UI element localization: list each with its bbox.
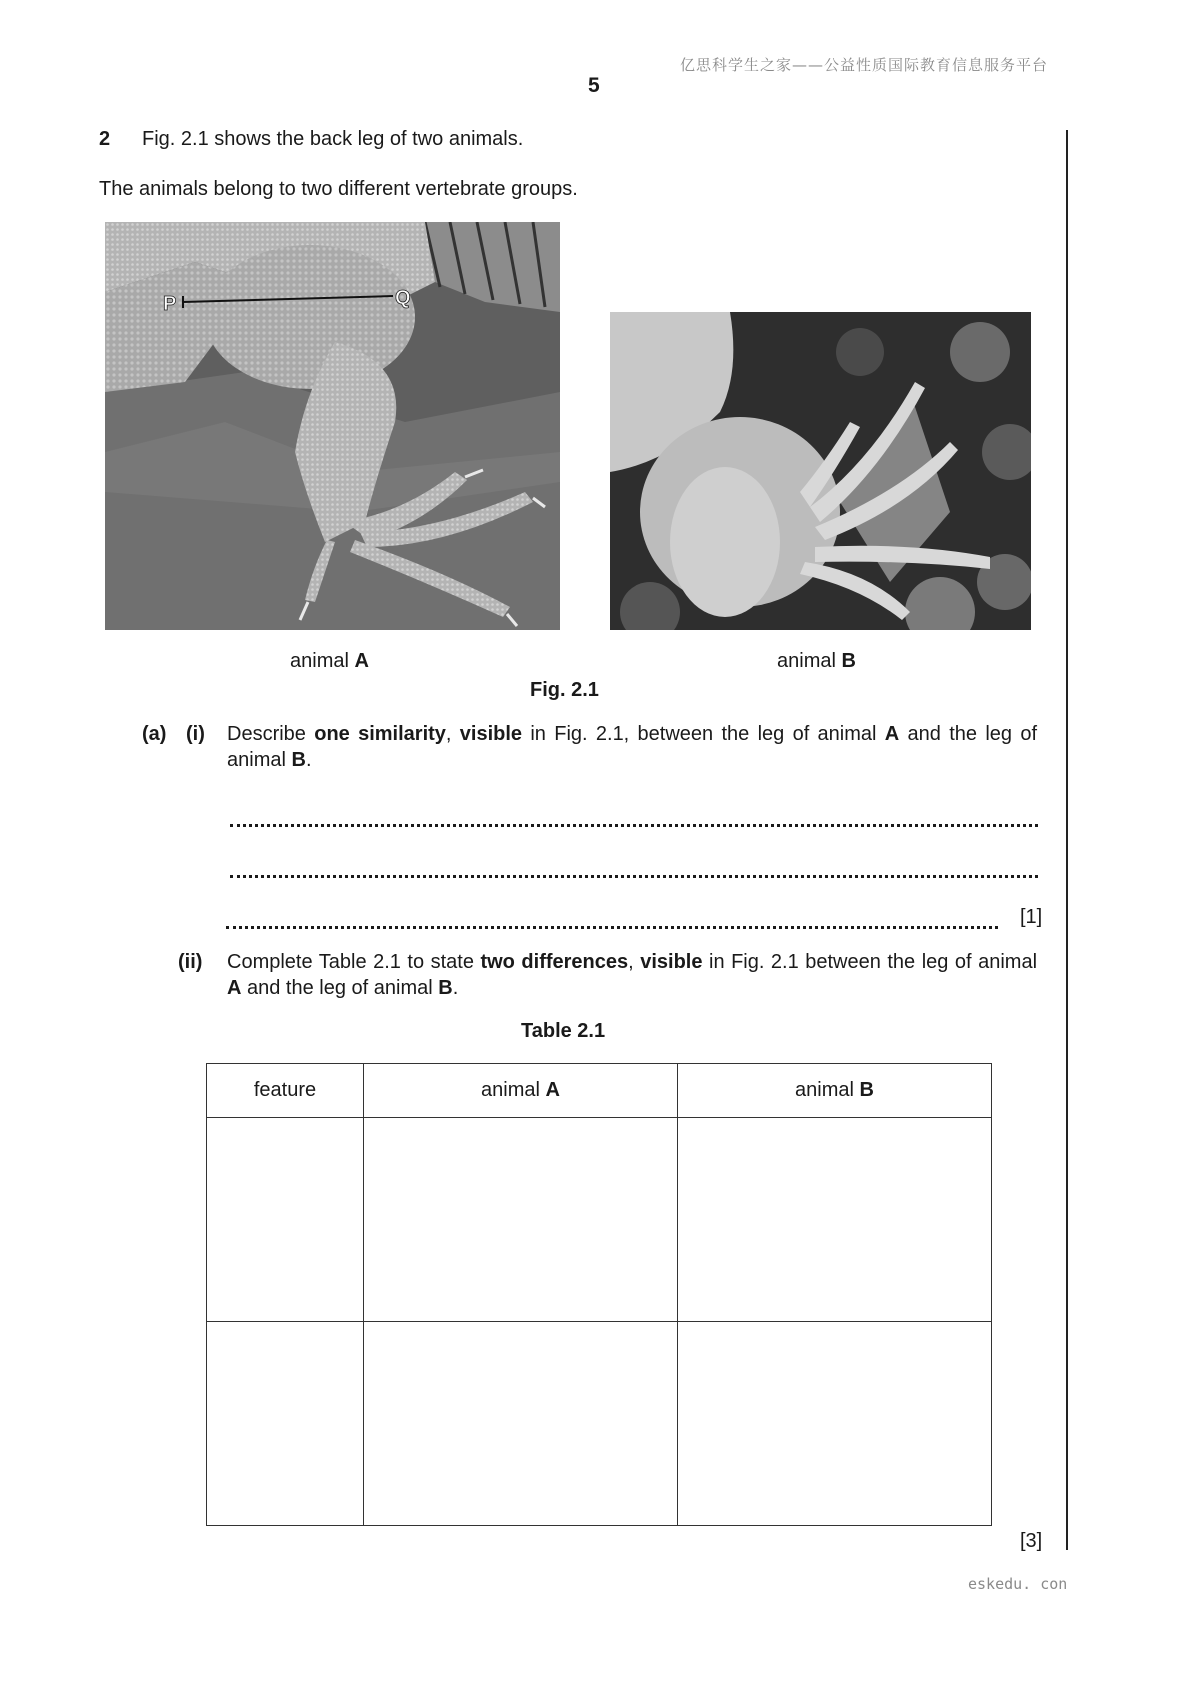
mark-allocation-3: [3] [1020, 1530, 1043, 1552]
label-q: Q [395, 287, 411, 309]
answer-cell-a-2[interactable] [364, 1322, 678, 1526]
animal-b-illustration [610, 312, 1031, 630]
table-row [207, 1322, 992, 1526]
answer-cell-a-1[interactable] [364, 1118, 678, 1322]
answer-cell-feature-1[interactable] [207, 1118, 364, 1322]
caption-animal-a: animal A [290, 650, 369, 672]
part-i-label: (i) [186, 723, 205, 745]
figure-title: Fig. 2.1 [530, 679, 599, 701]
header-animal-b: animal B [678, 1064, 992, 1118]
animal-a-photo [105, 222, 560, 630]
label-p: P [163, 293, 177, 315]
answer-cell-b-1[interactable] [678, 1118, 992, 1322]
table-header-row [207, 1064, 992, 1118]
answer-line-1[interactable] [230, 824, 1038, 827]
animal-a-illustration [105, 222, 560, 630]
part-a-i-question: Describe one similarity, visible in Fig. 2.1, between the leg of animal A and the leg of animal B. [227, 723, 1037, 771]
answer-line-3[interactable] [226, 926, 998, 929]
header-feature: feature [207, 1064, 364, 1118]
mark-allocation-1: [1] [1020, 906, 1043, 928]
part-a-ii-question: Complete Table 2.1 to state two differences, visible in Fig. 2.1 between the leg of animal A and the leg of animal B. [227, 951, 1038, 999]
page-number: 5 [588, 74, 600, 97]
caption-animal-b: animal B [777, 650, 856, 672]
question-text: Fig. 2.1 shows the back leg of two animals. [142, 128, 524, 150]
animal-b-photo [610, 312, 1031, 630]
answer-cell-feature-2[interactable] [207, 1322, 364, 1526]
answer-cell-b-2[interactable] [678, 1322, 992, 1526]
footer-watermark: eskedu. con [968, 1575, 1068, 1593]
part-ii-label: (ii) [178, 951, 203, 973]
part-a-label: (a) [142, 723, 167, 745]
table-row [207, 1118, 992, 1322]
answer-line-2[interactable] [230, 875, 1038, 878]
header-animal-a: animal A [364, 1064, 678, 1118]
question-number: 2 [99, 128, 111, 150]
table-title: Table 2.1 [521, 1020, 606, 1042]
header-watermark: 亿思科学生之家——公益性质国际教育信息服务平台 [680, 56, 1049, 74]
question-intro: The animals belong to two different vertebrate groups. [99, 178, 578, 200]
table-2-1 [206, 1063, 992, 1526]
margin-rule [1066, 130, 1068, 1550]
